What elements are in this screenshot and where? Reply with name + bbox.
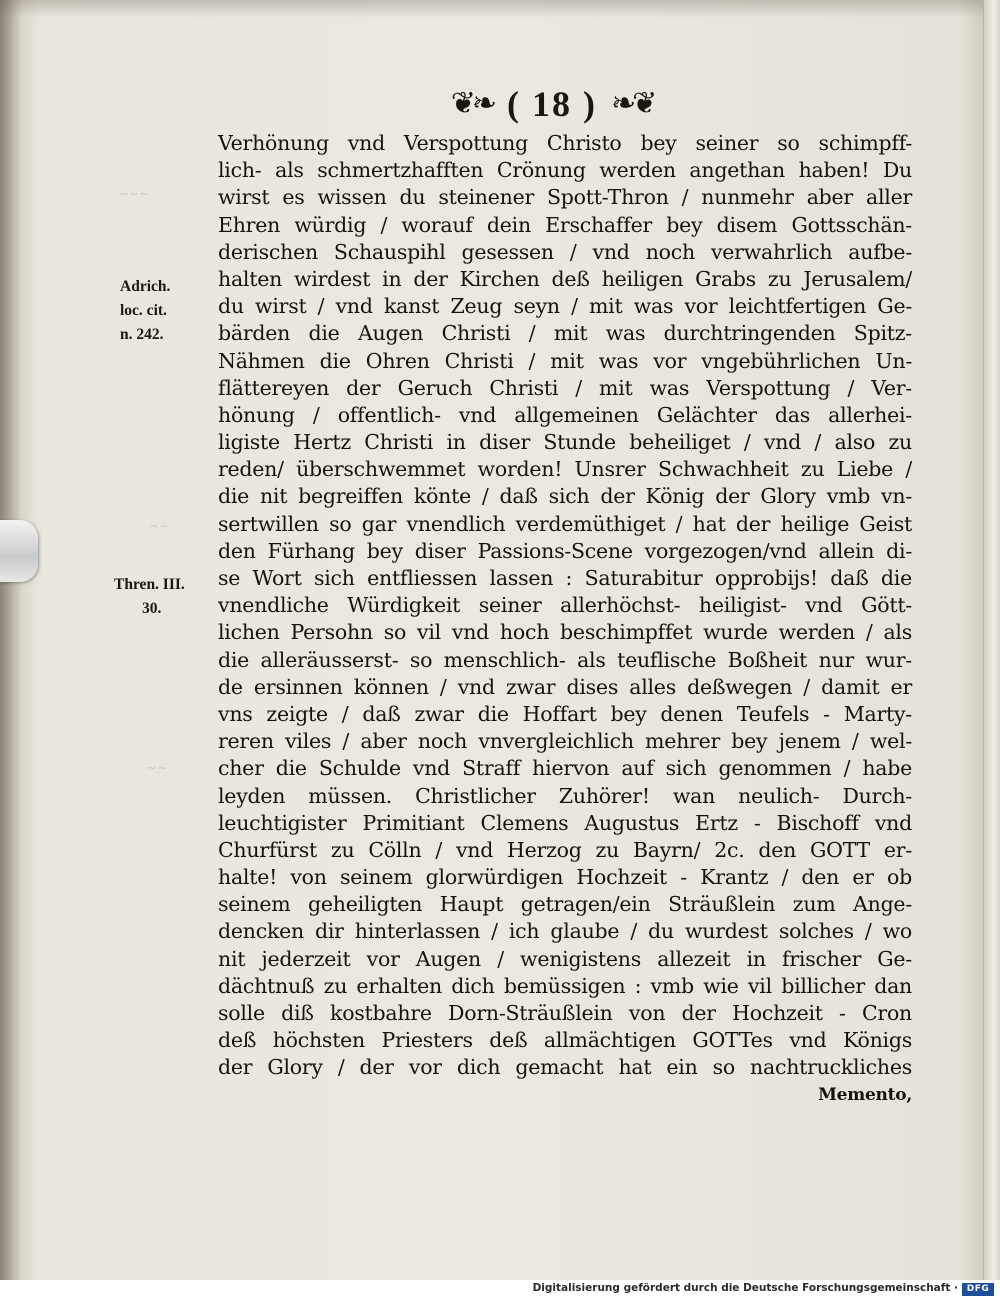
- text-line: leuchtigister Primitiant Clemens Augustus Ertz - Bischoff vnd: [218, 810, 912, 835]
- text-line: vnendliche Würdigkeit seiner allerhöchst- heiligist- vnd Gött-: [218, 593, 912, 618]
- text-line: ligiste Hertz Christi in diser Stunde beheiliget / vnd / also zu: [218, 430, 912, 455]
- text-line: se Wort sich entfliessen lassen : Saturabitur opprobijs! daß die: [218, 566, 912, 590]
- text-line: halten wirdest in der Kirchen deß heiligen Grabs zu Jerusalem/: [218, 266, 912, 291]
- text-line: sertwillen so gar vnendlich verdemüthiget / hat der heilige Geist: [218, 511, 912, 536]
- text-line: seinem geheiligten Haupt getragen/ein Sträußlein zum Ange-: [218, 892, 912, 917]
- text-line: reden/ überschwemmet worden! Unsrer Schwachheit zu Liebe /: [218, 457, 912, 482]
- ornament-left-icon: ❦❧: [450, 86, 493, 121]
- body-text: [218, 130, 912, 1109]
- text-line: die alleräusserst- so menschlich- als teuflische Boßheit nur wur-: [218, 647, 912, 672]
- text-line: dächtnuß zu erhalten dich bemüssigen : vmb wie vil billicher dan: [218, 973, 912, 998]
- text-line: du wirst / vnd kanst Zeug seyn / mit was vor leichtfertigen Ge-: [218, 294, 912, 319]
- text-line: leyden müssen. Christlicher Zuhörer! wan neulich- Durch-: [218, 783, 912, 808]
- text-line: die nit begreiffen könte / daß sich der König der Glory vmb vn-: [218, 484, 912, 509]
- bleed-through-mark: ~ ~: [148, 760, 166, 775]
- bleed-through-mark: ~ ~ ~: [120, 186, 148, 201]
- footer-credit: Digitalisierung gefördert durch die Deutsche Forschungsgemeinschaft ·: [532, 1282, 958, 1294]
- text-line: der Glory / der vor dich gemacht hat ein so nachtruckliches: [218, 1055, 912, 1080]
- text-line: Memento,: [818, 1084, 912, 1105]
- text-line: hönung / offentlich- vnd allgemeinen Gelächter das allerhei-: [218, 402, 912, 427]
- text-line: Churfürst zu Cölln / vnd Herzog zu Bayrn/ 2c. den GOTT er-: [218, 837, 912, 862]
- text-line: reren viles / aber noch vnvergleichlich mehrer bey jenem / wel-: [218, 729, 912, 754]
- dfg-logo: DFG: [962, 1283, 994, 1296]
- text-line: de ersinnen können / vnd zwar dises alles deßwegen / damit er: [218, 674, 912, 699]
- text-line: halte! von seinem glorwürdigen Hochzeit - Krantz / den er ob: [218, 865, 912, 890]
- footer-bar: [0, 1280, 1000, 1299]
- text-line: cher die Schulde vnd Straff hiervon auf sich genommen / habe: [218, 756, 912, 781]
- page-clip: [0, 520, 38, 582]
- text-line: nit jederzeit vor Augen / wenigistens allezeit in frischer Ge-: [218, 946, 912, 971]
- ornament-right-icon: ❧❦: [610, 86, 654, 121]
- text-line: derischen Schauspihl gesessen / vnd noch verwahrlich aufbe-: [218, 239, 912, 264]
- book-gutter: [0, 0, 22, 1280]
- text-line: wirst es wissen du steinener Spott-Thron / nunmehr aber aller: [218, 185, 912, 210]
- margin-note: loc. cit.: [120, 302, 167, 319]
- text-line: Verhönung vnd Verspottung Christo bey seiner so schimpff-: [218, 131, 912, 155]
- text-line: dencken dir hinterlassen / ich glaube / du wurdest solches / wo: [218, 919, 912, 944]
- margin-note: 30.: [142, 600, 162, 617]
- margin-note: n. 242.: [120, 326, 164, 343]
- text-line: solle diß kostbahre Dorn-Sträußlein von der Hochzeit - Cron: [218, 1001, 912, 1025]
- text-line: lich- als schmertzhafften Crönung werden angethan haben! Du: [218, 158, 912, 183]
- bleed-through-mark: ~ ~: [150, 518, 168, 533]
- page-number: ( 18 ): [507, 84, 597, 124]
- page-header: [412, 84, 692, 124]
- margin-note: Adrich.: [120, 278, 171, 295]
- text-line: den Fürhang bey diser Passions-Scene vorgezogen/vnd allein di-: [218, 538, 912, 563]
- text-line: vns zeigte / daß zwar die Hoffart bey denen Teufels - Marty-: [218, 701, 912, 726]
- page-edge: [983, 0, 1000, 1280]
- page-top-shadow: [0, 0, 1000, 18]
- text-line: deß höchsten Priesters deß allmächtigen GOTTes vnd Königs: [218, 1028, 912, 1053]
- text-line: flättereyen der Geruch Christi / mit was Verspottung / Ver-: [218, 375, 912, 400]
- text-line: bärden die Augen Christi / mit was durchtringenden Spitz-: [218, 321, 912, 346]
- text-line: Ehren würdig / worauf dein Erschaffer bey disem Gottsschän-: [218, 212, 912, 237]
- margin-note: Thren. III.: [114, 576, 185, 593]
- text-line: Nähmen die Ohren Christi / mit was vor vngebührlichen Un-: [218, 348, 912, 373]
- text-line: lichen Persohn so vil vnd hoch beschimpffet wurde werden / als: [218, 620, 912, 645]
